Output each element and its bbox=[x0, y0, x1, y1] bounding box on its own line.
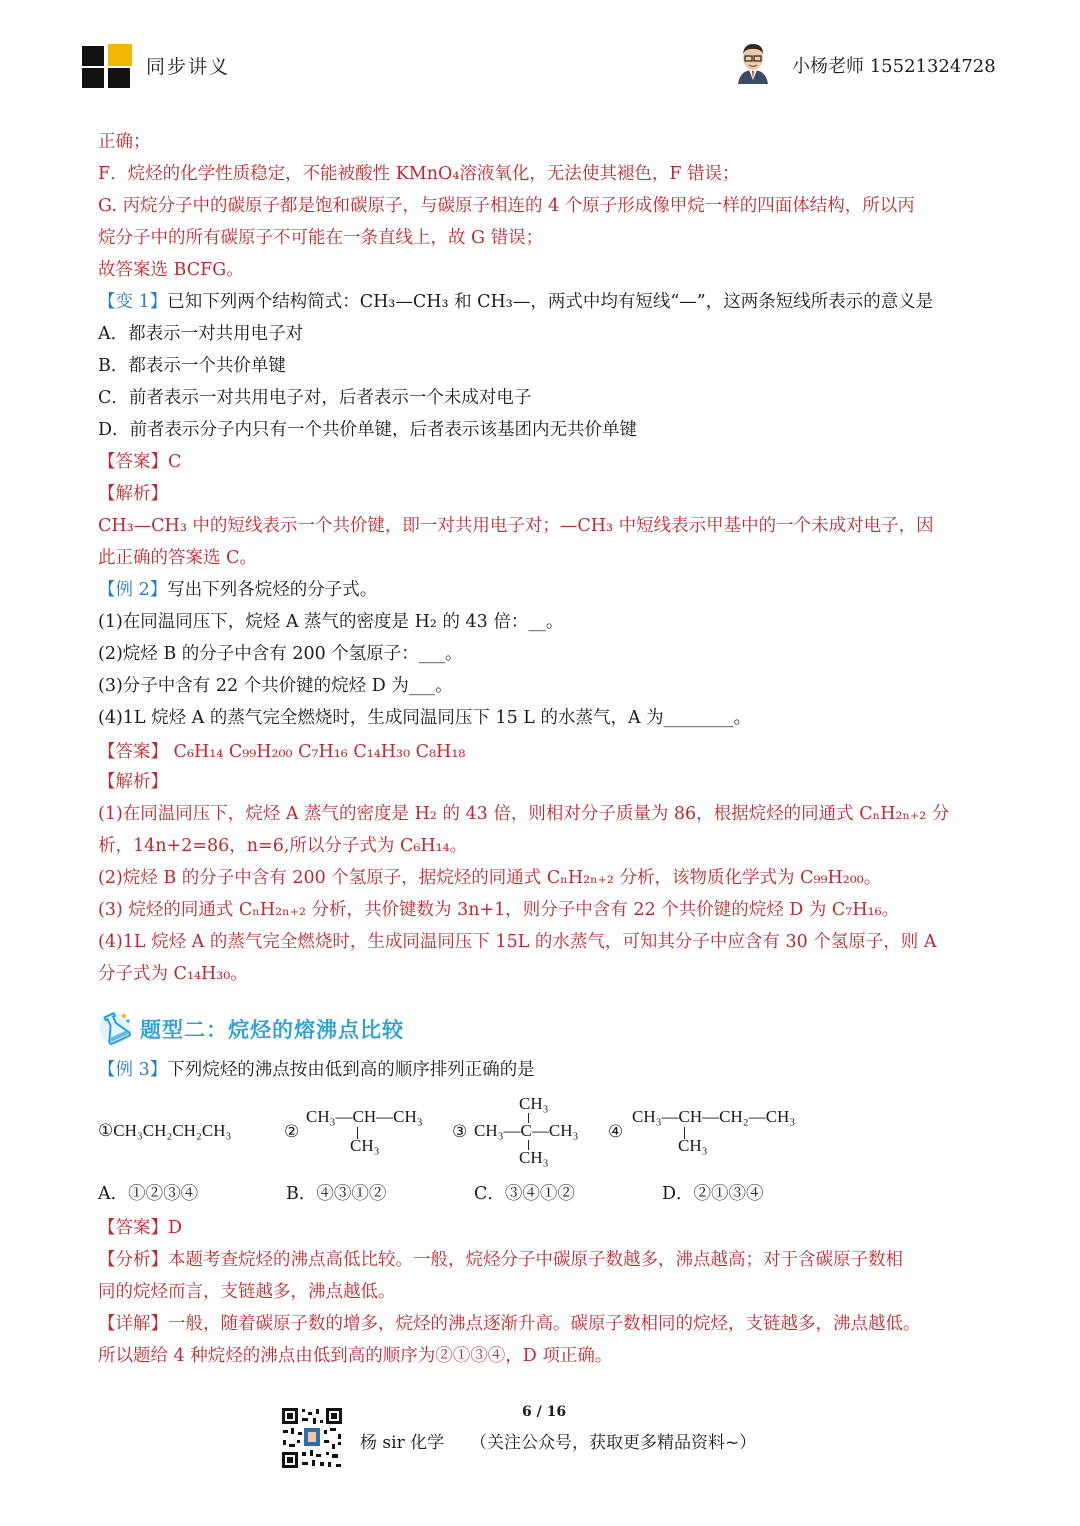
avatar bbox=[734, 40, 772, 84]
footer-note: （关注公众号，获取更多精品资料~） bbox=[470, 1433, 757, 1453]
answer: 【答案】 C₆H₁₄ C₉₉H₂₀₀ C₇H₁₆ C₁₄H₃₀ C₈H₁₈ bbox=[98, 742, 466, 762]
detail-text: 所以题给 4 种烷烃的沸点由低到高的顺序为②①③④，D 项正确。 bbox=[98, 1346, 613, 1366]
option-b: B．④③①② bbox=[286, 1184, 387, 1204]
flask-icon bbox=[96, 1008, 134, 1046]
text-line: 故答案选 BCFG。 bbox=[98, 260, 244, 280]
detail-label: 【详解】 bbox=[98, 1314, 168, 1334]
explanation-text: (4)1L 烷烃 A 的蒸气完全燃烧时，生成同温同压下 15L 的水蒸气，可知其分子中应含有 30 个氢原子，则 A bbox=[98, 932, 937, 952]
sub-question: (1)在同温同压下，烷烃 A 蒸气的密度是 H₂ 的 43 倍：__。 bbox=[98, 612, 564, 632]
logo bbox=[82, 44, 134, 90]
detail-text bbox=[98, 1308, 984, 1340]
example-label: 【例 3】 bbox=[98, 1060, 168, 1080]
explanation-text: CH₃—CH₃ 中的短线表示一个共价键，即一对共用电子对；—CH₃ 中短线表示甲基中的一个未成对电子，因 bbox=[98, 516, 934, 536]
analysis-body: 本题考查烷烃的沸点高低比较。一般，烷烃分子中碳原子数越多，沸点越高；对于含碳原子数相 bbox=[168, 1250, 903, 1270]
example-3-question bbox=[98, 1054, 984, 1086]
question-text: 已知下列两个结构简式：CH₃—CH₃ 和 CH₃—，两式中均有短线“—”，这两条短线所表示的意义是 bbox=[167, 292, 934, 312]
structure-3-bottom: CH₃ bbox=[519, 1148, 549, 1167]
example-2-question bbox=[98, 574, 984, 606]
analysis-label: 【分析】 bbox=[98, 1250, 168, 1270]
option-c: C．③④①② bbox=[474, 1184, 575, 1204]
structure-3-number: ③ bbox=[452, 1122, 468, 1141]
option-a: A．都表示一对共用电子对 bbox=[98, 324, 304, 344]
explanation-text: (3) 烷烃的同通式 CₙH₂ₙ₊₂ 分析，共价键数为 3n+1，则分子中含有 22 个共价键的烷烃 D 为 C₇H₁₆。 bbox=[98, 900, 900, 920]
option-b: B．都表示一个共价单键 bbox=[98, 356, 286, 376]
structure-1: ①CH₃CH₂CH₂CH₃ bbox=[98, 1121, 232, 1140]
explanation-label: 【解析】 bbox=[98, 484, 168, 504]
text-line: F．烷烃的化学性质稳定，不能被酸性 KMnO₄溶液氧化，无法使其褪色，F 错误； bbox=[98, 164, 740, 184]
teacher-contact: 小杨老师 15521324728 bbox=[792, 56, 996, 77]
option-d: D．②①③④ bbox=[662, 1184, 764, 1204]
option-d: D．前者表示分子内只有一个共价单键，后者表示该基团内无共价单键 bbox=[98, 420, 638, 440]
example-label: 【例 2】 bbox=[98, 580, 168, 600]
answer: 【答案】C bbox=[98, 452, 182, 472]
text-line: G. 丙烷分子中的碳原子都是饱和碳原子，与碳原子相连的 4 个原子形成像甲烷一样的四面体结构，所以丙 bbox=[98, 196, 915, 216]
question-text: 下列烷烃的沸点按由低到高的顺序排列正确的是 bbox=[167, 1060, 535, 1080]
text-line: 烷分子中的所有碳原子不可能在一条直线上，故 G 错误； bbox=[98, 228, 544, 248]
text-line: 正确； bbox=[98, 132, 151, 152]
answer: 【答案】D bbox=[98, 1218, 183, 1238]
structure-2-branch: CH₃ bbox=[350, 1136, 380, 1155]
explanation-text: (1)在同温同压下，烷烃 A 蒸气的密度是 H₂ 的 43 倍，则相对分子质量为 86，根据烷烃的同通式 CₙH₂ₙ₊₂ 分 bbox=[98, 804, 950, 824]
variant-label: 【变 1】 bbox=[98, 292, 168, 312]
structure-2-main: CH₃—CH—CH₃ bbox=[306, 1107, 423, 1126]
footer-brand: 杨 sir 化学 bbox=[360, 1433, 445, 1453]
structure-4-branch: CH₃ bbox=[678, 1136, 708, 1155]
doc-title: 同步讲义 bbox=[146, 56, 231, 78]
structure-4-main: CH₃—CH—CH₂—CH₃ bbox=[632, 1107, 796, 1126]
explanation-label: 【解析】 bbox=[98, 772, 168, 792]
sub-question: (2)烷烃 B 的分子中含有 200 个氢原子：___。 bbox=[98, 644, 463, 664]
analysis-text bbox=[98, 1244, 984, 1276]
variant-1-question bbox=[98, 286, 984, 318]
structure-3-main: CH₃—C—CH₃ bbox=[474, 1121, 579, 1140]
question-text: 写出下列各烷烃的分子式。 bbox=[167, 580, 378, 600]
sub-question: (4)1L 烷烃 A 的蒸气完全燃烧时，生成同温同压下 15 L 的水蒸气，A 为________。 bbox=[98, 708, 752, 728]
explanation-text: 此正确的答案选 C。 bbox=[98, 548, 257, 568]
structure-2-number: ② bbox=[284, 1122, 300, 1141]
qr-code bbox=[280, 1406, 344, 1470]
explanation-text: 分子式为 C₁₄H₃₀。 bbox=[98, 964, 248, 984]
section-title: 题型二：烷烃的熔沸点比较 bbox=[140, 1018, 404, 1042]
explanation-text: (2)烷烃 B 的分子中含有 200 个氢原子，据烷烃的同通式 CₙH₂ₙ₊₂ 分析，该物质化学式为 C₉₉H₂₀₀。 bbox=[98, 868, 882, 888]
sub-question: (3)分子中含有 22 个共价键的烷烃 D 为___。 bbox=[98, 676, 453, 696]
page-number: 6 / 16 bbox=[522, 1404, 567, 1420]
explanation-text: 析，14n+2=86，n=6,所以分子式为 C₆H₁₄。 bbox=[98, 836, 468, 856]
structure-3-top: CH₃ bbox=[519, 1094, 549, 1113]
option-c: C．前者表示一对共用电子对，后者表示一个未成对电子 bbox=[98, 388, 532, 408]
analysis-text: 同的烷烃而言，支链越多，沸点越低。 bbox=[98, 1282, 396, 1302]
option-a: A．①②③④ bbox=[98, 1184, 199, 1204]
structure-4-number: ④ bbox=[608, 1122, 624, 1141]
detail-body: 一般，随着碳原子数的增多，烷烃的沸点逐渐升高。碳原子数相同的烷烃，支链越多，沸点越低。 bbox=[168, 1314, 921, 1334]
